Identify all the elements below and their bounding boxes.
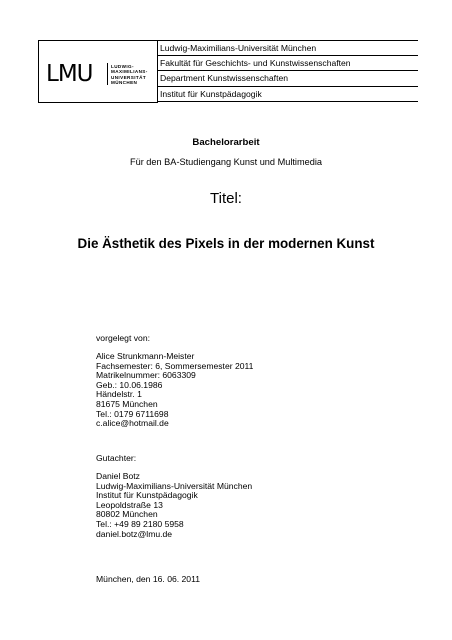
reviewer-line: 80802 München bbox=[96, 509, 158, 520]
reviewer-line: daniel.botz@lmu.de bbox=[96, 528, 173, 539]
reviewer-intro-label: Gutachter: bbox=[96, 453, 137, 463]
place-date-text: München, den 16. 06. 2011 bbox=[96, 574, 201, 584]
thesis-type: Bachelorarbeit bbox=[192, 137, 260, 148]
author-line: 81675 München bbox=[96, 398, 158, 409]
title-label: Titel: bbox=[210, 190, 242, 207]
author-line: Geb.: 10.06.1986 bbox=[96, 379, 163, 390]
author-details bbox=[96, 352, 253, 429]
reviewer-intro bbox=[96, 454, 136, 464]
reviewer-line: Institut für Kunstpädagogik bbox=[96, 490, 198, 501]
header-institute: Institut für Kunstpädagogik bbox=[158, 87, 418, 103]
header-faculty: Fakultät für Geschichts- und Kunstwissenschaften bbox=[158, 56, 418, 72]
reviewer-line: Leopoldstraße 13 bbox=[96, 499, 163, 510]
author-line: Händelstr. 1 bbox=[96, 389, 142, 400]
logo-sub-line: UNIVERSITÄT bbox=[111, 74, 147, 80]
author-line: Alice Strunkmann-Meister bbox=[96, 351, 195, 361]
reviewer-details bbox=[96, 472, 252, 539]
header-department: Department Kunstwissenschaften bbox=[158, 71, 418, 87]
logo-sub-line: LUDWIG- bbox=[111, 64, 134, 69]
university-logo bbox=[38, 40, 158, 103]
logo-mark: LMU bbox=[46, 61, 93, 87]
author-intro bbox=[96, 334, 150, 344]
author-intro-label: vorgelegt von: bbox=[96, 333, 150, 343]
author-line: Matrikelnummer: 6063309 bbox=[96, 370, 196, 381]
thesis-program: Für den BA-Studiengang Kunst und Multimedia bbox=[129, 157, 323, 167]
logo-divider bbox=[107, 63, 108, 85]
place-date bbox=[96, 575, 200, 585]
logo-subtitle bbox=[111, 64, 148, 85]
logo-sub-line: MÜNCHEN bbox=[111, 79, 138, 85]
logo-sub-line: MAXIMILIANS- bbox=[111, 69, 148, 75]
author-line: c.alice@hotmail.de bbox=[96, 418, 169, 429]
author-line: Fachsemester: 6, Sommersemester 2011 bbox=[96, 360, 254, 371]
thesis-title: Die Ästhetik des Pixels in der modernen Kunst bbox=[77, 236, 375, 251]
author-line: Tel.: 0179 6711698 bbox=[96, 408, 169, 419]
reviewer-line: Daniel Botz bbox=[96, 471, 140, 481]
header-university: Ludwig-Maximilians-Universität München bbox=[158, 40, 418, 56]
reviewer-line: Ludwig-Maximilians-Universität München bbox=[96, 480, 253, 491]
reviewer-line: Tel.: +49 89 2180 5958 bbox=[96, 518, 184, 529]
